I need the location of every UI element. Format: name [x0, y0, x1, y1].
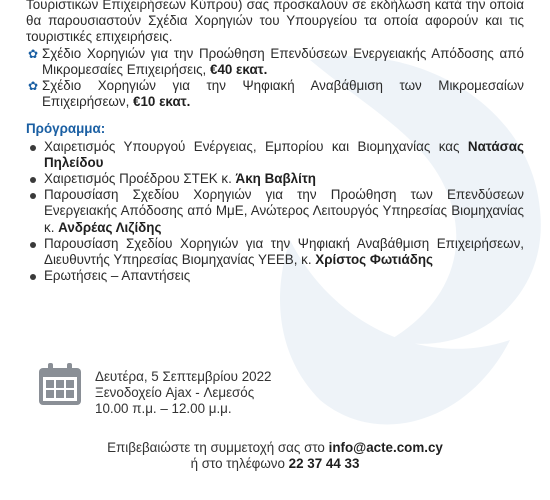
- bullet-icon: [30, 242, 36, 248]
- program-item: [30, 139, 524, 171]
- calendar-icon: [38, 362, 82, 406]
- event-venue: Ξενοδοχείο Ajax - Λεμεσός: [95, 385, 255, 401]
- program-item-text: Παρουσίαση Σχεδίου Χορηγιών για την Προώθηση των Επενδύσεων Ενεργειακής Απόδοσης από ΜμΕ, Ανώτερος Λειτουργός Υπηρεσίας Βιομηχανίας κ.: [44, 187, 524, 235]
- scheme-text: Σχέδιο Χορηγιών για την Προώθηση Επενδύσεων Ενεργειακής Απόδοσης από Μικρομεσαίες Επιχειρήσεις,: [42, 45, 524, 77]
- bullet-icon: [30, 193, 36, 199]
- program-item: [30, 236, 524, 268]
- program-item-name: Ανδρέας Λιζίδης: [58, 219, 162, 235]
- intro-paragraph: Τουριστικών Επιχειρήσεων Κύπρου) σας προσκαλούν σε εκδήλωση κατά την οποία θα παρουσιαστούν Σχέδια Χορηγιών του Υπουργείου τα οποία αφορούν και τις τουριστικές επιχειρήσεις.: [26, 0, 524, 45]
- scheme-text: Σχέδιο Χορηγιών για την Ψηφιακή Αναβάθμιση των Μικρομεσαίων Επιχειρήσεων,: [42, 78, 524, 110]
- confirm-phone-text: ή στο τηλέφωνο: [190, 456, 289, 472]
- program-item-text: Χαιρετισμός Υπουργού Ενέργειας, Εμπορίου και Βιομηχανίας κας: [44, 138, 468, 154]
- program-item-name: Νατάσας Πηλείδου: [44, 138, 524, 170]
- scheme-item: [28, 78, 524, 110]
- program-item: [30, 268, 524, 284]
- confirmation-note: [0, 440, 550, 472]
- confirm-phone: 22 37 44 33: [288, 456, 360, 472]
- program-item: [30, 171, 524, 187]
- event-time: 10.00 π.μ. – 12.00 μ.μ.: [95, 401, 232, 417]
- bullet-icon: [30, 274, 36, 280]
- program-title: Πρόγραμμα:: [26, 121, 106, 137]
- confirm-text: Επιβεβαιώστε τη συμμετοχή σας στο: [107, 440, 329, 455]
- program-item-text: Παρουσίαση Σχεδίου Χορηγιών για την Ψηφιακή Αναβάθμιση Επιχειρήσεων, Διευθυντής Υπηρεσίας Βιομηχανίας ΥΕΕΒ, κ.: [44, 235, 524, 268]
- scheme-amount: €10 εκατ.: [133, 94, 191, 110]
- program-item-text: Ερωτήσεις – Απαντήσεις: [44, 268, 191, 284]
- bullet-icon: [30, 145, 36, 151]
- scheme-amount: €40 εκατ.: [210, 61, 268, 77]
- program-item-name: Άκη Βαβλίτη: [235, 171, 316, 187]
- schemes-list: [28, 46, 524, 111]
- event-date: Δευτέρα, 5 Σεπτεμβρίου 2022: [95, 369, 272, 384]
- confirm-email-link[interactable]: info@acte.com.cy: [328, 440, 443, 455]
- scheme-item: [28, 46, 524, 78]
- program-list: [30, 139, 524, 285]
- gear-icon: ✿: [28, 46, 39, 61]
- program-item: [30, 187, 524, 236]
- bullet-icon: [30, 177, 36, 183]
- program-item-text: Χαιρετισμός Προέδρου ΣΤΕΚ κ.: [44, 171, 236, 187]
- gear-icon: ✿: [28, 79, 39, 94]
- program-item-name: Χρίστος Φωτιάδης: [315, 252, 433, 268]
- event-lines: [95, 369, 272, 418]
